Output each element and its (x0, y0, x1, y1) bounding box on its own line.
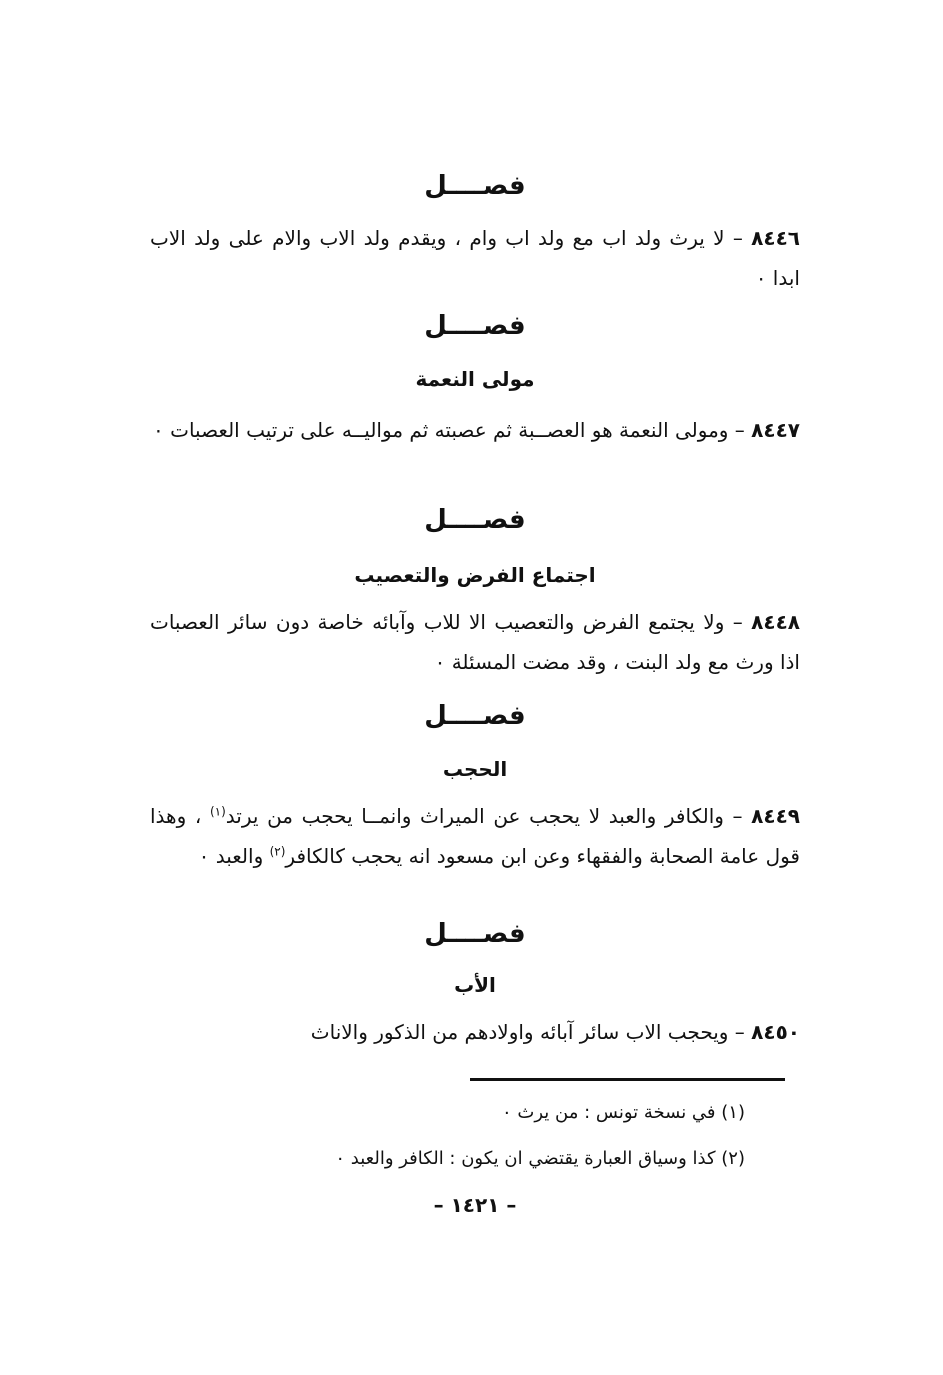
paragraph-number: ٨٤٤٩ (751, 804, 800, 828)
section-heading: فصــــل (424, 171, 526, 201)
paragraph-8447 (150, 410, 800, 450)
paragraph-number: ٨٤٤٦ (751, 226, 800, 250)
paragraph-text: – ومولى النعمة هو العصــبة ثم عصبته ثم مواليــه على ترتيب العصبات ٠ (153, 418, 752, 442)
paragraph-number: ٨٤٤٧ (751, 418, 800, 442)
paragraph-text: والعبد ٠ (198, 844, 270, 868)
footnote-marker: (١) (209, 804, 226, 819)
paragraph-number: ٨٤٤٨ (751, 610, 800, 634)
paragraph-text: – ويحجب الاب سائر آبائه واولادهم من الذكور والاناث (310, 1020, 752, 1044)
paragraph-text: – والكافر والعبد لا يحجب عن الميراث وانمــا يحجب من يرتد (225, 804, 752, 828)
section-heading: فصــــل (424, 701, 526, 731)
paragraph-text: ، وهذا قول عامة الصحابة والفقهاء وعن ابن مسعود انه يحجب كالكافر (150, 804, 800, 868)
paragraph-number: ٨٤٥٠ (751, 1020, 800, 1044)
paragraph-text: – لا يرث ولد اب مع ولد اب وام ، ويقدم ولد الاب والام على ولد الاب ابدا ٠ (150, 226, 800, 290)
section-subheading: الحجب (442, 757, 508, 781)
page-number: – ١٤٢١ – (433, 1193, 517, 1217)
section-subheading: الأب (454, 973, 496, 997)
footnote: (٢) كذا وسياق العبارة يقتضي ان يكون : الكافر والعبد ٠ (335, 1148, 745, 1169)
paragraph-8449 (150, 796, 800, 876)
section-subheading: اجتماع الفرض والتعصيب (354, 563, 596, 587)
footnote-marker: (٢) (269, 844, 286, 859)
paragraph-8448 (150, 602, 800, 682)
section-heading: فصــــل (424, 919, 526, 949)
footnote: (١) في نسخة تونس : من يرث ٠ (502, 1102, 745, 1123)
section-heading: فصــــل (424, 505, 526, 535)
section-subheading: مولى النعمة (415, 367, 535, 391)
paragraph-text: – ولا يجتمع الفرض والتعصيب الا للاب وآبائه خاصة دون سائر العصبات اذا ورث مع ولد البنت ، وقد مضت المسئلة ٠ (150, 610, 800, 674)
section-heading: فصــــل (424, 311, 526, 341)
paragraph-8450 (150, 1012, 800, 1052)
footnote-divider (470, 1078, 785, 1081)
paragraph-8446 (150, 218, 800, 298)
